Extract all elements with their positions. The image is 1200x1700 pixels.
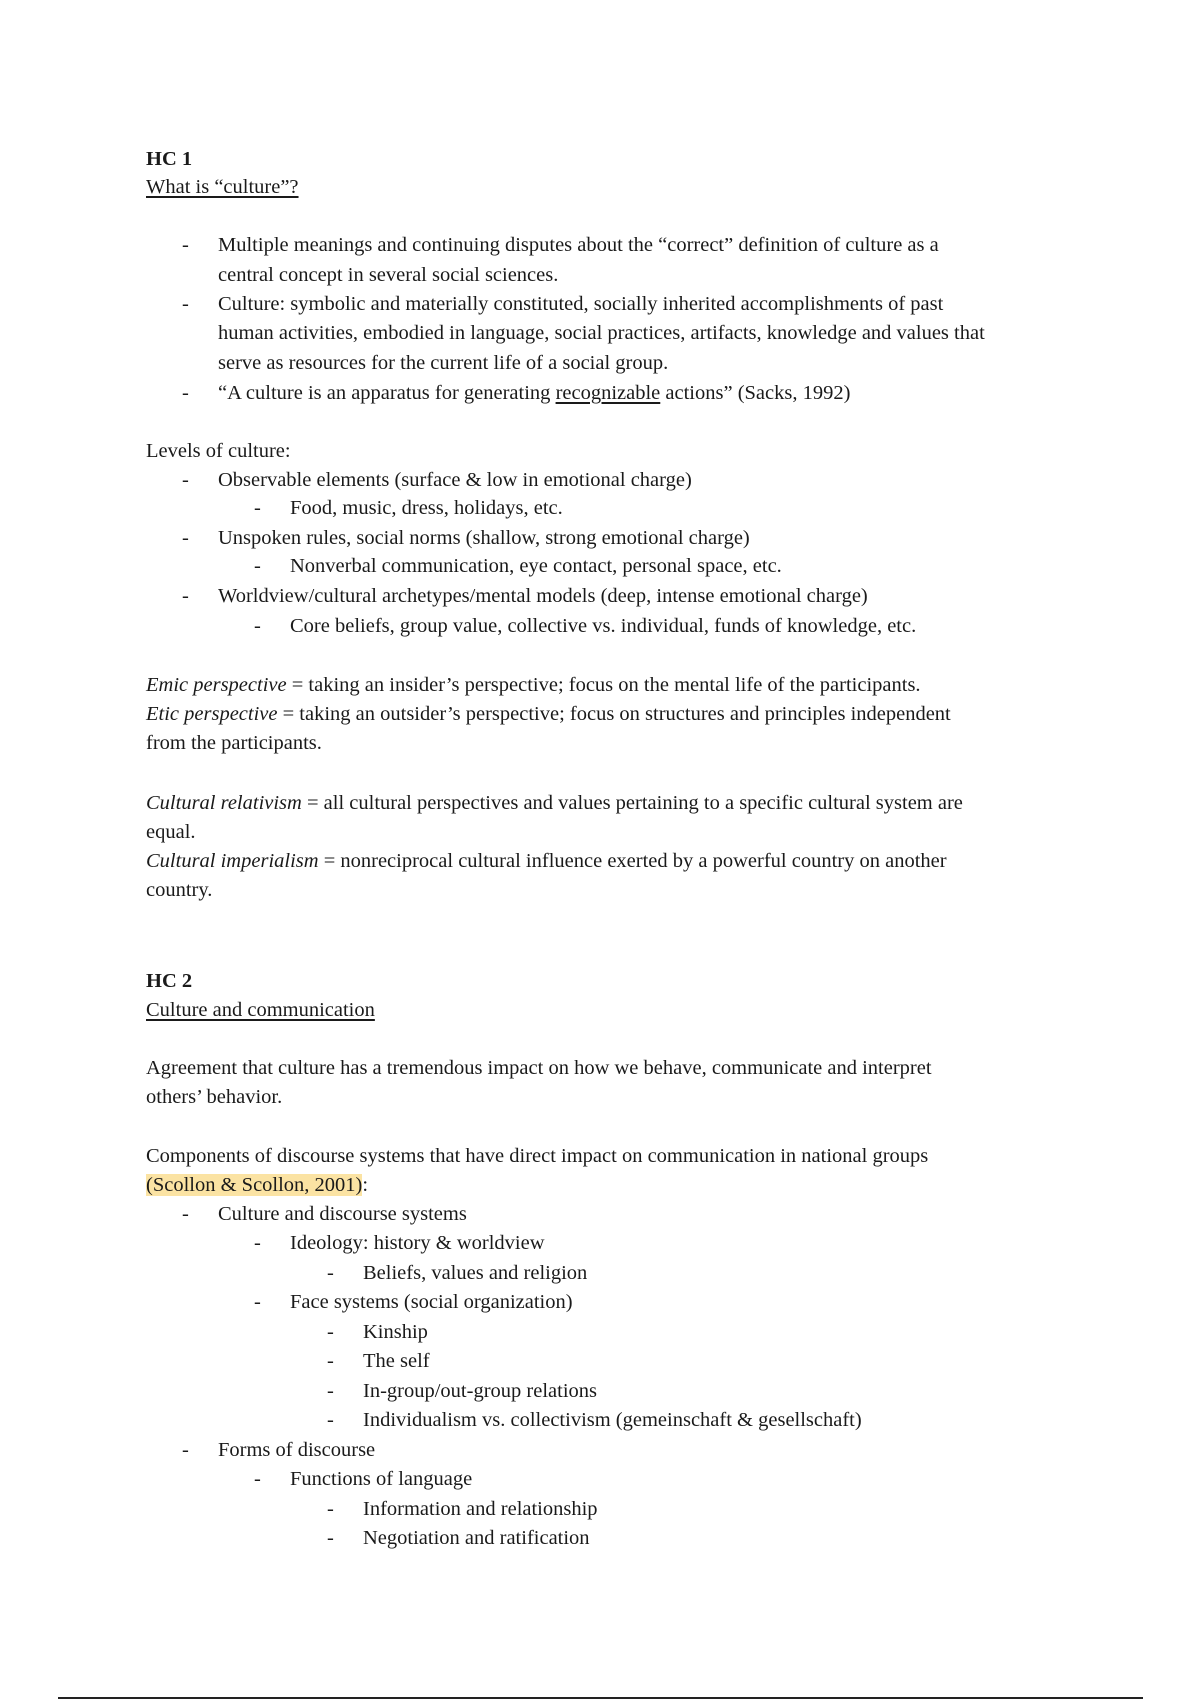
- bullet-dash: -: [182, 1203, 189, 1225]
- tree-item-level2: Functions of language: [290, 1468, 473, 1490]
- level-subitem: Core beliefs, group value, collective vs. individual, funds of knowledge, etc.: [290, 615, 917, 637]
- etic-term: Etic perspective: [146, 703, 278, 725]
- relativism-definition: [146, 790, 963, 816]
- components-text: Components of discourse systems that have direct impact on communication in national groups: [146, 1145, 929, 1167]
- level-item: Observable elements (surface & low in emotional charge): [218, 469, 692, 491]
- tree-item-level2: Face systems (social organization): [290, 1291, 573, 1313]
- tree-item-level3: The self: [363, 1350, 430, 1372]
- relativism-term: Cultural relativism: [146, 792, 302, 814]
- tree-item-level3: Individualism vs. collectivism (gemeinschaft & gesellschaft): [363, 1409, 862, 1431]
- level-subitem: Nonverbal communication, eye contact, personal space, etc.: [290, 555, 782, 577]
- quote-underlined-word: recognizable: [555, 382, 661, 404]
- tree-item-level3: Negotiation and ratification: [363, 1527, 590, 1549]
- bullet-dash: -: [254, 555, 261, 577]
- bullet-dash: -: [327, 1350, 334, 1372]
- bullet-dash: -: [327, 1498, 334, 1520]
- agreement-text-continuation: others’ behavior.: [146, 1086, 283, 1108]
- bullet-dash: -: [254, 1232, 261, 1254]
- tree-item-level3: Information and relationship: [363, 1498, 598, 1520]
- imperialism-def: = nonreciprocal cultural influence exerted by a powerful country on another: [318, 850, 947, 872]
- level-subitem: Food, music, dress, holidays, etc.: [290, 497, 563, 519]
- section-heading-hc1: HC 1: [146, 148, 193, 170]
- quote-citation: actions” (Sacks, 1992): [660, 382, 851, 404]
- list-item-continuation: central concept in several social sciences.: [218, 264, 559, 286]
- components-citation-line: [146, 1172, 368, 1198]
- list-item-continuation: serve as resources for the current life of a social group.: [218, 352, 669, 374]
- list-item: Culture: symbolic and materially constituted, socially inherited accomplishments of past: [218, 293, 944, 315]
- bullet-dash: -: [327, 1527, 334, 1549]
- bullet-dash: -: [254, 1291, 261, 1313]
- bullet-dash: -: [182, 293, 189, 315]
- list-item-continuation: human activities, embodied in language, social practices, artifacts, knowledge and values that: [218, 322, 985, 344]
- bullet-dash: -: [254, 615, 261, 637]
- etic-definition: [146, 701, 951, 727]
- levels-label: Levels of culture:: [146, 440, 291, 462]
- etic-def: = taking an outsider’s perspective; focus on structures and principles independent: [277, 703, 951, 725]
- bullet-dash: -: [182, 527, 189, 549]
- tree-item-level1: Forms of discourse: [218, 1439, 376, 1461]
- tree-item-level3: In-group/out-group relations: [363, 1380, 597, 1402]
- section-heading-hc2: HC 2: [146, 970, 193, 992]
- tree-item-level3: Kinship: [363, 1321, 428, 1343]
- level-item: Worldview/cultural archetypes/mental models (deep, intense emotional charge): [218, 585, 868, 607]
- relativism-definition-continuation: equal.: [146, 821, 196, 843]
- bullet-dash: -: [182, 585, 189, 607]
- imperialism-definition-continuation: country.: [146, 879, 213, 901]
- emic-def: = taking an insider’s perspective; focus on the mental life of the participants.: [286, 674, 921, 696]
- bullet-dash: -: [327, 1262, 334, 1284]
- imperialism-definition: [146, 848, 947, 874]
- bullet-dash: -: [254, 497, 261, 519]
- etic-definition-continuation: from the participants.: [146, 732, 322, 754]
- relativism-def: = all cultural perspectives and values pertaining to a specific cultural system are: [301, 792, 963, 814]
- tree-item-level1: Culture and discourse systems: [218, 1203, 467, 1225]
- highlighted-citation: (Scollon & Scollon, 2001): [146, 1174, 363, 1196]
- bullet-dash: -: [182, 234, 189, 256]
- level-item: Unspoken rules, social norms (shallow, strong emotional charge): [218, 527, 750, 549]
- bullet-dash: -: [182, 382, 189, 404]
- bullet-dash: -: [327, 1321, 334, 1343]
- agreement-text: Agreement that culture has a tremendous impact on how we behave, communicate and interpret: [146, 1057, 932, 1079]
- emic-term: Emic perspective: [146, 674, 287, 696]
- bullet-dash: -: [327, 1380, 334, 1402]
- section-subheading-culture: What is “culture”?: [146, 176, 299, 198]
- colon: :: [362, 1174, 369, 1196]
- bullet-dash: -: [182, 1439, 189, 1461]
- sacks-quote: [218, 380, 850, 406]
- tree-item-level2: Ideology: history & worldview: [290, 1232, 545, 1254]
- imperialism-term: Cultural imperialism: [146, 850, 319, 872]
- quote-text: “A culture is an apparatus for generating: [218, 382, 556, 404]
- tree-item-level3: Beliefs, values and religion: [363, 1262, 588, 1284]
- page-bottom-rule: [58, 1697, 1143, 1699]
- bullet-dash: -: [327, 1409, 334, 1431]
- list-item: Multiple meanings and continuing disputes about the “correct” definition of culture as a: [218, 234, 939, 256]
- bullet-dash: -: [182, 469, 189, 491]
- emic-definition: [146, 672, 921, 698]
- section-subheading-culture-communication: Culture and communication: [146, 999, 375, 1021]
- bullet-dash: -: [254, 1468, 261, 1490]
